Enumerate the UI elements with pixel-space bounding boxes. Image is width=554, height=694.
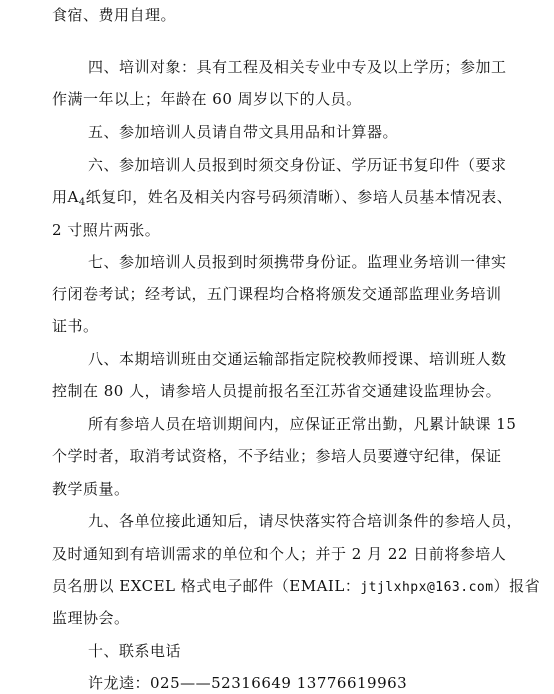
- text-line: 控制在 80 人，请参培人员提前报名至江苏省交通建设监理协会。: [52, 382, 502, 400]
- text-line: 作满一年以上；年龄在 60 周岁以下的人员。: [52, 90, 362, 108]
- contact-line: 许龙逵：025——52316649 13776619963: [88, 674, 408, 692]
- text-line: 四、培训对象：具有工程及相关专业中专及以上学历；参加工: [88, 58, 507, 76]
- email-address: jtjlxhpx@163.com: [360, 580, 494, 595]
- text-line: 六、参加培训人员报到时须交身份证、学历证书复印件（要求: [88, 156, 507, 174]
- text-line: [52, 575, 540, 597]
- text-line: [52, 186, 512, 208]
- text-line: 2 寸照片两张。: [52, 221, 161, 239]
- paper-size-subscript: 4: [78, 197, 86, 208]
- text-line: 行闭卷考试；经考试，五门课程均合格将颁发交通部监理业务培训: [52, 285, 502, 303]
- text-line: 个学时者，取消考试资格，不予结业；参培人员要遵守纪律，保证: [52, 447, 502, 465]
- text-line-start: 员名册以 EXCEL 格式电子邮件（EMAIL：: [52, 577, 361, 595]
- text-line: 教学质量。: [52, 480, 130, 498]
- text-line-end: ）报省: [493, 577, 541, 595]
- text-line: 及时通知到有培训需求的单位和个人；并于 2 月 22 日前将参培人: [52, 545, 507, 563]
- section-heading: 十、联系电话: [88, 642, 182, 660]
- text-line: 七、参加培训人员报到时须携带身份证。监理业务培训一律实: [88, 253, 507, 271]
- text-line: 证书。: [52, 317, 99, 335]
- text-line: 八、本期培训班由交通运输部指定院校教师授课、培训班人数: [88, 350, 507, 368]
- text-line: 九、各单位接此通知后，请尽快落实符合培训条件的参培人员，: [88, 512, 523, 530]
- text-line: 所有参培人员在培训期间内，应保证正常出勤，凡累计缺课 15: [88, 415, 517, 433]
- text-line-rest: 纸复印，姓名及相关内容号码须清晰）、参培人员基本情况表、: [85, 188, 513, 206]
- text-line: 五、参加培训人员请自带文具用品和计算器。: [88, 123, 399, 141]
- paper-size-prefix: 用A: [52, 188, 79, 206]
- text-line: 食宿、费用自理。: [52, 6, 177, 24]
- text-line: 监理协会。: [52, 609, 130, 627]
